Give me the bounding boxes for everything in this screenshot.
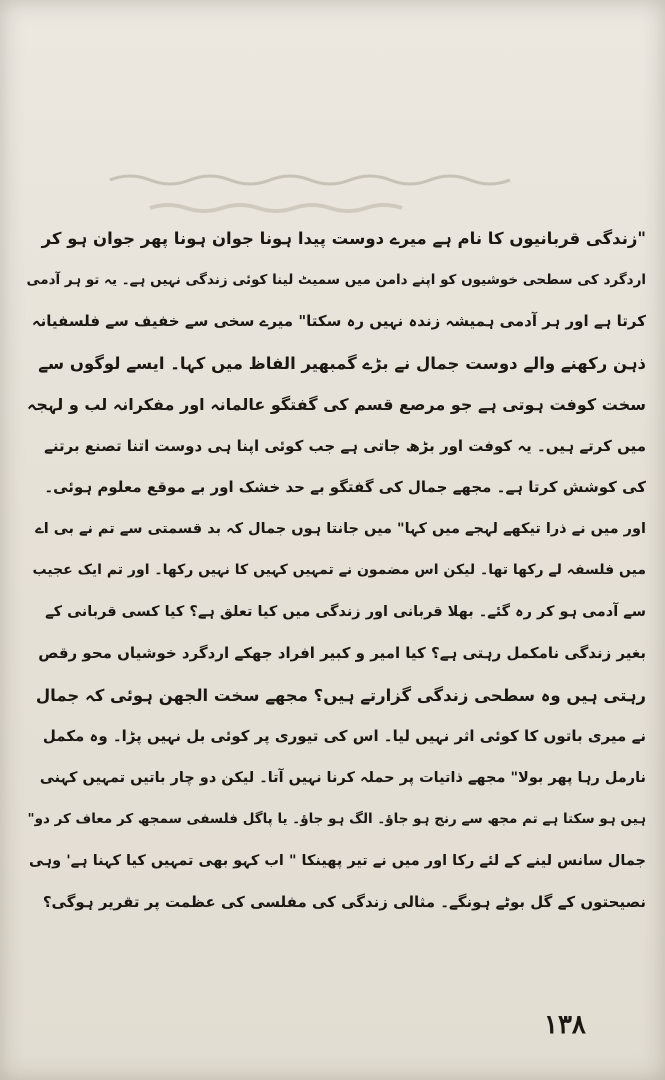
text-line-2: اردگرد کی سطحی خوشیوں کو اپنے دامن میں سمیٹ لینا کوئی زندگی نہیں ہے۔ یہ تو ہر آدمی	[26, 271, 646, 288]
text-line-17: نصیحتوں کے گل بوٹے ہونگے۔ مثالی زندگی کی مفلسی کی عظمت پر تقریر ہوگی؟	[42, 893, 646, 911]
text-line-13: نے میری باتوں کا کوئی اثر نہیں لیا۔ اس کی تیوری پر کوئی بل نہیں پڑا۔ وہ مکمل	[42, 727, 646, 745]
text-line-3: کرتا ہے اور ہر آدمی ہمیشہ زندہ نہیں رہ سکتا" میرے سخی سے خفیف سے فلسفیانہ	[31, 312, 646, 330]
text-line-12: رہتی ہیں وہ سطحی زندگی گزارتے ہیں؟ مجھے سخت الجھن ہوئی کہ جمال	[35, 685, 646, 705]
text-line-10: سے آدمی ہو کر رہ گئے۔ بھلا قربانی اور زندگی میں کیا تعلق ہے؟ کیا کسی قربانی کے	[45, 603, 646, 620]
text-line-6: میں کرتے ہیں۔ یہ کوفت اور بڑھ جاتی ہے جب کوئی اپنا ہی دوست اتنا تصنع برتنے	[44, 436, 646, 455]
text-line-16: جمال سانس لینے کے لئے رکا اور میں نے تیر پھینکا " اب کہو بھی تمہیں کیا کہنا ہے' وہی	[28, 852, 646, 869]
text-line-5: سخت کوفت ہوتی ہے جو مرصع قسم کی گفتگو عالمانہ اور مفکرانہ لب و لہجہ	[26, 395, 646, 414]
text-line-9: میں فلسفہ لے رکھا تھا۔ لیکن اس مضمون نے تمہیں کہیں کا نہیں رکھا۔ اور تم ایک عجیب	[32, 562, 646, 578]
text-line-15: ہیں ہو سکتا ہے تم مجھ سے رنج ہو جاؤ۔ الگ ہو جاؤ۔ یا پاگل فلسفی سمجھ کر معاف کر دو"	[27, 811, 646, 827]
text-line-8: اور میں نے ذرا تیکھے لہجے میں کہا" میں جانتا ہوں جمال کہ بد قسمتی سے تم نے بی اے	[35, 520, 646, 537]
text-line-11: بغیر زندگی نامکمل رہتی ہے؟ کیا امیر و کبیر افراد جھکے اردگرد خوشیاں محو رقص	[38, 644, 646, 662]
page-number: ۱۳۸	[544, 1010, 586, 1040]
text-line-4: ذہن رکھنے والے دوست جمال نے بڑے گمبھیر الفاظ میں کہا۔ ایسے لوگوں سے	[38, 353, 646, 373]
text-line-1: "زندگی قربانیوں کا نام ہے میرے دوست پیدا ہونا جوان ہونا پھر جوان ہو کر	[41, 229, 646, 248]
text-line-14: نارمل رہا پھر بولا" مجھے ذاتیات پر حملہ کرنا نہیں آتا۔ لیکن دو چار باتیں تمہیں کہنی	[39, 769, 646, 786]
text-line-7: کی کوشش کرتا ہے۔ مجھے جمال کی گفتگو بے حد خشک اور بے موقع معلوم ہوئی۔	[44, 478, 646, 496]
body-text	[26, 218, 646, 911]
